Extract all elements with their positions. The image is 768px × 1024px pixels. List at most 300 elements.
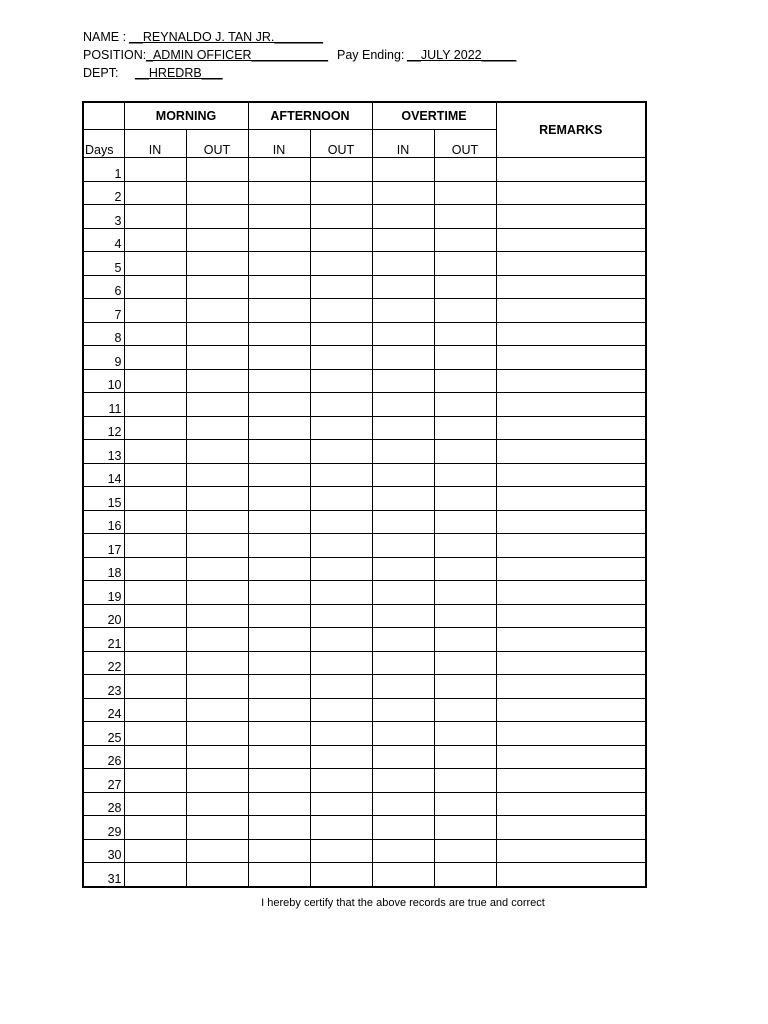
morning-out-cell [186, 463, 248, 487]
overtime-in-cell [372, 675, 434, 699]
morning-out-cell [186, 722, 248, 746]
overtime-out-cell [434, 510, 496, 534]
overtime-out-cell [434, 675, 496, 699]
morning-in-cell [124, 534, 186, 558]
table-row [83, 863, 646, 887]
remarks-cell [496, 769, 646, 793]
remarks-cell [496, 252, 646, 276]
morning-in-cell [124, 675, 186, 699]
overtime-in-cell [372, 252, 434, 276]
overtime-in-cell [372, 322, 434, 346]
afternoon-out-cell [310, 369, 372, 393]
overtime-in-cell [372, 369, 434, 393]
day-number: 26 [83, 745, 124, 769]
morning-in-cell [124, 181, 186, 205]
table-row [83, 557, 646, 581]
morning-out-cell [186, 604, 248, 628]
remarks-cell [496, 393, 646, 417]
afternoon-out-cell [310, 863, 372, 887]
afternoon-out-cell [310, 839, 372, 863]
name-value: __REYNALDO J. TAN JR._______ [129, 30, 324, 44]
morning-in-cell [124, 722, 186, 746]
afternoon-out-cell [310, 393, 372, 417]
morning-out-cell [186, 158, 248, 182]
afternoon-in-cell [248, 534, 310, 558]
table-row [83, 651, 646, 675]
overtime-in-cell [372, 604, 434, 628]
remarks-cell [496, 745, 646, 769]
remarks-cell [496, 487, 646, 511]
afternoon-in-cell [248, 557, 310, 581]
table-row [83, 393, 646, 417]
certification-text: I hereby certify that the above records are true and correct [261, 897, 545, 909]
remarks-cell [496, 816, 646, 840]
remarks-cell [496, 181, 646, 205]
morning-in-cell [124, 393, 186, 417]
table-row [83, 158, 646, 182]
afternoon-in-cell [248, 745, 310, 769]
afternoon-out-cell [310, 322, 372, 346]
morning-in-cell [124, 628, 186, 652]
afternoon-out-cell [310, 581, 372, 605]
day-number: 1 [83, 158, 124, 182]
day-number: 8 [83, 322, 124, 346]
morning-out-cell [186, 205, 248, 229]
remarks-cell [496, 863, 646, 887]
day-number: 2 [83, 181, 124, 205]
afternoon-in-cell [248, 675, 310, 699]
morning-in-cell [124, 816, 186, 840]
table-row [83, 181, 646, 205]
morning-out-cell [186, 440, 248, 464]
morning-in-cell [124, 369, 186, 393]
afternoon-out-cell [310, 534, 372, 558]
afternoon-in-cell [248, 228, 310, 252]
morning-out-cell [186, 651, 248, 675]
overtime-out-cell [434, 299, 496, 323]
morning-out-cell [186, 816, 248, 840]
overtime-out-cell [434, 816, 496, 840]
remarks-cell [496, 228, 646, 252]
day-number: 25 [83, 722, 124, 746]
morning-out-cell [186, 252, 248, 276]
morning-out-cell [186, 534, 248, 558]
afternoon-in-cell [248, 628, 310, 652]
morning-in-cell [124, 158, 186, 182]
table-row [83, 487, 646, 511]
overtime-in-cell [372, 440, 434, 464]
remarks-cell [496, 416, 646, 440]
table-row [83, 769, 646, 793]
overtime-out-cell [434, 698, 496, 722]
morning-in-cell [124, 487, 186, 511]
overtime-in-header: IN [372, 130, 434, 158]
afternoon-out-cell [310, 675, 372, 699]
afternoon-in-cell [248, 158, 310, 182]
afternoon-out-cell [310, 487, 372, 511]
morning-in-cell [124, 322, 186, 346]
morning-out-cell [186, 839, 248, 863]
table-row [83, 416, 646, 440]
overtime-in-cell [372, 393, 434, 417]
remarks-cell [496, 440, 646, 464]
days-header-gap [83, 102, 124, 130]
morning-in-header: IN [124, 130, 186, 158]
morning-out-cell [186, 181, 248, 205]
afternoon-in-header: IN [248, 130, 310, 158]
afternoon-in-cell [248, 698, 310, 722]
overtime-in-cell [372, 487, 434, 511]
overtime-in-cell [372, 557, 434, 581]
morning-in-cell [124, 792, 186, 816]
afternoon-out-cell [310, 651, 372, 675]
day-number: 24 [83, 698, 124, 722]
remarks-cell [496, 557, 646, 581]
morning-in-cell [124, 557, 186, 581]
table-row [83, 534, 646, 558]
overtime-in-cell [372, 463, 434, 487]
morning-in-cell [124, 698, 186, 722]
overtime-in-cell [372, 534, 434, 558]
table-row [83, 698, 646, 722]
morning-in-cell [124, 745, 186, 769]
day-number: 29 [83, 816, 124, 840]
overtime-out-cell [434, 487, 496, 511]
days-header: Days [83, 130, 124, 158]
overtime-in-cell [372, 275, 434, 299]
afternoon-out-cell [310, 769, 372, 793]
afternoon-out-cell [310, 299, 372, 323]
afternoon-out-cell [310, 228, 372, 252]
overtime-in-cell [372, 698, 434, 722]
afternoon-out-cell [310, 557, 372, 581]
afternoon-in-cell [248, 181, 310, 205]
day-number: 16 [83, 510, 124, 534]
day-number: 18 [83, 557, 124, 581]
day-number: 17 [83, 534, 124, 558]
afternoon-out-cell [310, 275, 372, 299]
overtime-out-cell [434, 722, 496, 746]
day-number: 22 [83, 651, 124, 675]
overtime-in-cell [372, 228, 434, 252]
day-number: 4 [83, 228, 124, 252]
afternoon-in-cell [248, 322, 310, 346]
table-row [83, 463, 646, 487]
remarks-cell [496, 604, 646, 628]
overtime-out-cell [434, 228, 496, 252]
remarks-cell [496, 581, 646, 605]
pay-ending-label: Pay Ending: [337, 48, 405, 62]
dept-value: __HREDRB___ [135, 66, 223, 80]
day-number: 27 [83, 769, 124, 793]
afternoon-in-cell [248, 440, 310, 464]
table-row [83, 604, 646, 628]
morning-out-cell [186, 675, 248, 699]
afternoon-in-cell [248, 393, 310, 417]
day-number: 5 [83, 252, 124, 276]
day-number: 11 [83, 393, 124, 417]
day-number: 12 [83, 416, 124, 440]
morning-in-cell [124, 440, 186, 464]
dept-label: DEPT: [83, 66, 119, 80]
table-row [83, 369, 646, 393]
morning-out-cell [186, 275, 248, 299]
afternoon-in-cell [248, 722, 310, 746]
overtime-out-cell [434, 769, 496, 793]
afternoon-in-cell [248, 487, 310, 511]
day-number: 9 [83, 346, 124, 370]
afternoon-out-cell [310, 792, 372, 816]
overtime-in-cell [372, 792, 434, 816]
afternoon-out-cell [310, 745, 372, 769]
afternoon-in-cell [248, 769, 310, 793]
remarks-cell [496, 628, 646, 652]
overtime-out-cell [434, 393, 496, 417]
afternoon-out-cell [310, 628, 372, 652]
afternoon-in-cell [248, 816, 310, 840]
day-number: 19 [83, 581, 124, 605]
group-header-row [83, 102, 646, 130]
morning-out-cell [186, 487, 248, 511]
remarks-cell [496, 463, 646, 487]
table-row [83, 745, 646, 769]
day-number: 6 [83, 275, 124, 299]
afternoon-out-cell [310, 181, 372, 205]
remarks-cell [496, 839, 646, 863]
pay-ending-value: __JULY 2022_____ [407, 48, 517, 62]
day-number: 23 [83, 675, 124, 699]
afternoon-out-cell [310, 416, 372, 440]
remarks-cell [496, 651, 646, 675]
remarks-cell [496, 322, 646, 346]
afternoon-out-cell [310, 604, 372, 628]
table-row [83, 722, 646, 746]
morning-out-cell [186, 628, 248, 652]
morning-out-cell [186, 322, 248, 346]
overtime-in-cell [372, 181, 434, 205]
remarks-cell [496, 205, 646, 229]
table-row [83, 275, 646, 299]
name-label: NAME : [83, 30, 127, 44]
overtime-out-cell [434, 534, 496, 558]
afternoon-in-cell [248, 792, 310, 816]
morning-out-cell [186, 346, 248, 370]
table-row [83, 839, 646, 863]
morning-in-cell [124, 839, 186, 863]
morning-out-cell [186, 581, 248, 605]
remarks-cell [496, 346, 646, 370]
afternoon-in-cell [248, 299, 310, 323]
afternoon-in-cell [248, 252, 310, 276]
remarks-cell [496, 698, 646, 722]
morning-out-cell [186, 299, 248, 323]
remarks-cell [496, 534, 646, 558]
table-row [83, 322, 646, 346]
table-row [83, 252, 646, 276]
overtime-out-cell [434, 604, 496, 628]
overtime-out-cell [434, 440, 496, 464]
table-row [83, 299, 646, 323]
position-value: _ADMIN OFFICER___________ [146, 48, 329, 62]
overtime-in-cell [372, 510, 434, 534]
morning-out-cell [186, 369, 248, 393]
day-number: 15 [83, 487, 124, 511]
overtime-out-header: OUT [434, 130, 496, 158]
remarks-cell [496, 158, 646, 182]
morning-in-cell [124, 346, 186, 370]
afternoon-out-cell [310, 205, 372, 229]
overtime-in-cell [372, 581, 434, 605]
table-row [83, 628, 646, 652]
remarks-cell [496, 299, 646, 323]
afternoon-out-cell [310, 698, 372, 722]
overtime-out-cell [434, 463, 496, 487]
afternoon-out-cell [310, 722, 372, 746]
table-row [83, 581, 646, 605]
morning-in-cell [124, 275, 186, 299]
table-row [83, 440, 646, 464]
overtime-in-cell [372, 651, 434, 675]
overtime-out-cell [434, 205, 496, 229]
afternoon-out-cell [310, 816, 372, 840]
morning-out-cell [186, 745, 248, 769]
overtime-out-cell [434, 628, 496, 652]
afternoon-in-cell [248, 346, 310, 370]
afternoon-in-cell [248, 275, 310, 299]
day-number: 14 [83, 463, 124, 487]
overtime-in-cell [372, 299, 434, 323]
overtime-out-cell [434, 252, 496, 276]
morning-out-cell [186, 416, 248, 440]
day-rows [83, 158, 646, 887]
table-row [83, 346, 646, 370]
overtime-header: OVERTIME [372, 102, 496, 130]
morning-in-cell [124, 416, 186, 440]
morning-in-cell [124, 205, 186, 229]
morning-in-cell [124, 463, 186, 487]
overtime-out-cell [434, 557, 496, 581]
morning-in-cell [124, 651, 186, 675]
overtime-out-cell [434, 839, 496, 863]
afternoon-in-cell [248, 510, 310, 534]
overtime-out-cell [434, 158, 496, 182]
overtime-out-cell [434, 369, 496, 393]
overtime-in-cell [372, 346, 434, 370]
table-row [83, 816, 646, 840]
attendance-table [82, 101, 647, 888]
afternoon-in-cell [248, 839, 310, 863]
overtime-in-cell [372, 816, 434, 840]
overtime-in-cell [372, 205, 434, 229]
overtime-out-cell [434, 863, 496, 887]
overtime-in-cell [372, 769, 434, 793]
overtime-out-cell [434, 346, 496, 370]
position-label: POSITION: [83, 48, 147, 62]
remarks-cell [496, 510, 646, 534]
remarks-header: REMARKS [496, 102, 646, 158]
morning-in-cell [124, 604, 186, 628]
remarks-cell [496, 369, 646, 393]
morning-in-cell [124, 510, 186, 534]
afternoon-out-header: OUT [310, 130, 372, 158]
afternoon-out-cell [310, 440, 372, 464]
overtime-out-cell [434, 581, 496, 605]
day-number: 13 [83, 440, 124, 464]
morning-out-cell [186, 792, 248, 816]
morning-header: MORNING [124, 102, 248, 130]
day-number: 28 [83, 792, 124, 816]
morning-in-cell [124, 299, 186, 323]
afternoon-in-cell [248, 651, 310, 675]
morning-out-cell [186, 228, 248, 252]
afternoon-in-cell [248, 463, 310, 487]
day-number: 30 [83, 839, 124, 863]
remarks-cell [496, 275, 646, 299]
morning-out-cell [186, 393, 248, 417]
day-number: 21 [83, 628, 124, 652]
remarks-cell [496, 792, 646, 816]
afternoon-header: AFTERNOON [248, 102, 372, 130]
overtime-in-cell [372, 722, 434, 746]
overtime-in-cell [372, 745, 434, 769]
morning-out-cell [186, 510, 248, 534]
morning-out-cell [186, 557, 248, 581]
table-row [83, 792, 646, 816]
overtime-in-cell [372, 416, 434, 440]
morning-out-cell [186, 769, 248, 793]
afternoon-in-cell [248, 604, 310, 628]
overtime-in-cell [372, 863, 434, 887]
overtime-out-cell [434, 745, 496, 769]
morning-out-cell [186, 698, 248, 722]
morning-in-cell [124, 581, 186, 605]
morning-out-header: OUT [186, 130, 248, 158]
afternoon-in-cell [248, 863, 310, 887]
overtime-out-cell [434, 322, 496, 346]
morning-in-cell [124, 252, 186, 276]
overtime-in-cell [372, 628, 434, 652]
day-number: 20 [83, 604, 124, 628]
day-number: 31 [83, 863, 124, 887]
afternoon-out-cell [310, 158, 372, 182]
morning-in-cell [124, 769, 186, 793]
overtime-out-cell [434, 651, 496, 675]
overtime-out-cell [434, 275, 496, 299]
remarks-cell [496, 675, 646, 699]
table-row [83, 675, 646, 699]
overtime-out-cell [434, 792, 496, 816]
afternoon-in-cell [248, 205, 310, 229]
table-row [83, 510, 646, 534]
table-row [83, 228, 646, 252]
morning-in-cell [124, 863, 186, 887]
afternoon-in-cell [248, 369, 310, 393]
overtime-out-cell [434, 416, 496, 440]
day-number: 3 [83, 205, 124, 229]
overtime-out-cell [434, 181, 496, 205]
afternoon-out-cell [310, 463, 372, 487]
morning-out-cell [186, 863, 248, 887]
day-number: 7 [83, 299, 124, 323]
overtime-in-cell [372, 839, 434, 863]
overtime-in-cell [372, 158, 434, 182]
morning-in-cell [124, 228, 186, 252]
remarks-cell [496, 722, 646, 746]
table-row [83, 205, 646, 229]
afternoon-in-cell [248, 416, 310, 440]
day-number: 10 [83, 369, 124, 393]
afternoon-out-cell [310, 510, 372, 534]
